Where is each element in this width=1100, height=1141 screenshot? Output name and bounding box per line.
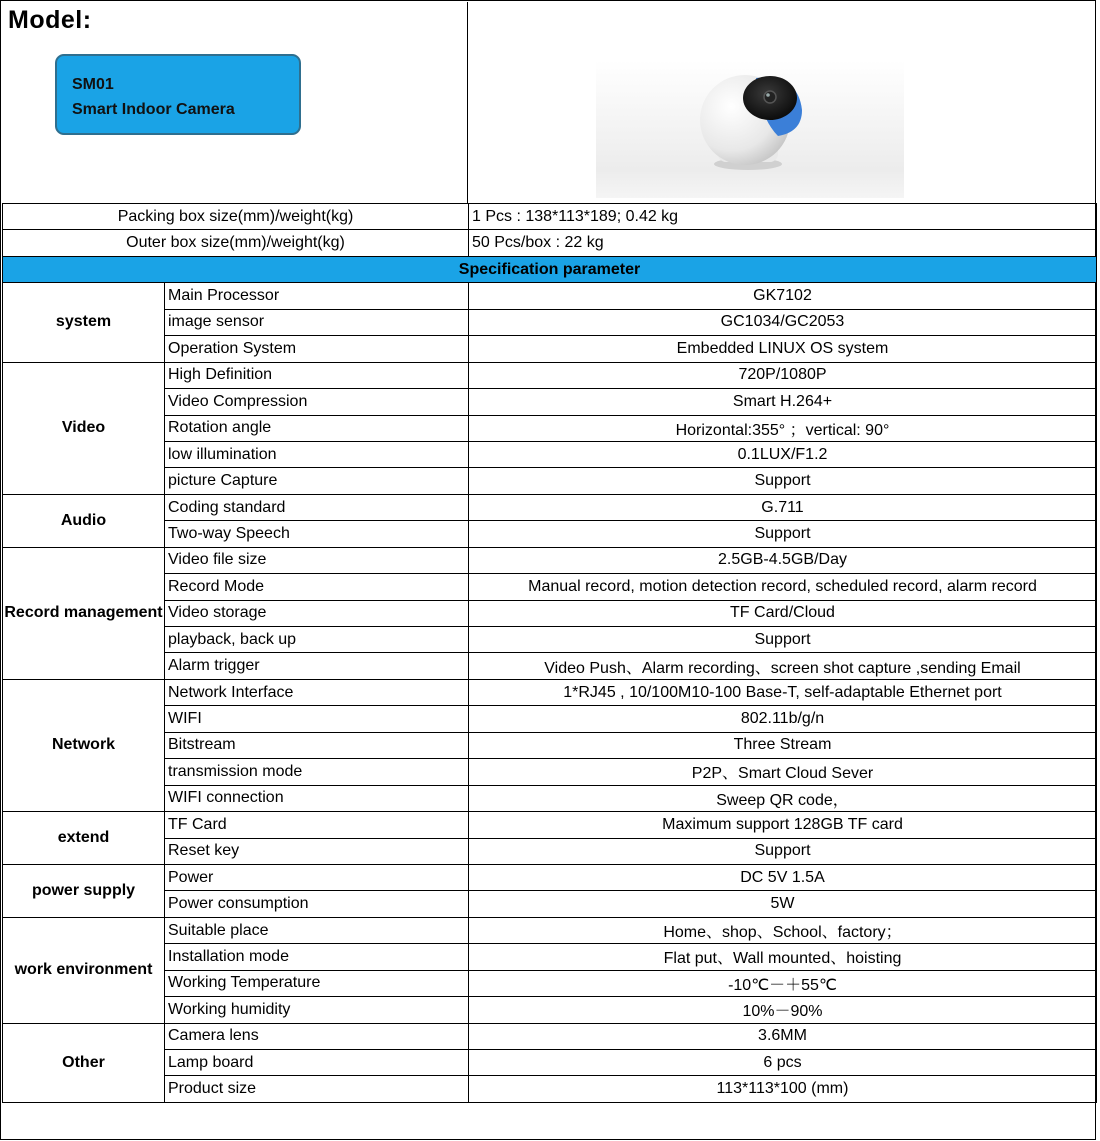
parameter-value: Support — [469, 521, 1097, 547]
category-label: Network — [3, 679, 165, 811]
parameter-value: Smart H.264+ — [469, 389, 1097, 415]
parameter-name: Main Processor — [165, 283, 469, 309]
category-label: work environment — [3, 917, 165, 1023]
spec-row — [3, 600, 1097, 626]
parameter-value: GK7102 — [469, 283, 1097, 309]
parameter-value: Support — [469, 838, 1097, 864]
parameter-value: GC1034/GC2053 — [469, 309, 1097, 335]
category-label: power supply — [3, 864, 165, 917]
parameter-name: Alarm trigger — [165, 653, 469, 679]
spec-row — [3, 309, 1097, 335]
parameter-value: Sweep QR code， — [469, 785, 1097, 811]
spec-row — [3, 336, 1097, 362]
parameter-value: -10℃－＋55℃ — [469, 970, 1097, 996]
parameter-value: 802.11b/g/n — [469, 706, 1097, 732]
packing-value: 1 Pcs : 138*113*189; 0.42 kg — [469, 204, 1097, 230]
parameter-value: Embedded LINUX OS system — [469, 336, 1097, 362]
parameter-value: Three Stream — [469, 732, 1097, 758]
spec-row — [3, 1076, 1097, 1102]
spec-row — [3, 547, 1097, 573]
spec-row — [3, 653, 1097, 679]
parameter-value: Home、shop、School、factory； — [469, 917, 1097, 943]
spec-row — [3, 283, 1097, 309]
parameter-name: Video Compression — [165, 389, 469, 415]
parameter-value: 6 pcs — [469, 1050, 1097, 1076]
spec-row — [3, 468, 1097, 494]
parameter-name: Working Temperature — [165, 970, 469, 996]
spec-title: Specification parameter — [3, 256, 1097, 282]
parameter-value: 5W — [469, 891, 1097, 917]
parameter-name: low illumination — [165, 441, 469, 467]
spec-row — [3, 917, 1097, 943]
packing-value: 50 Pcs/box : 22 kg — [469, 230, 1097, 256]
parameter-name: Bitstream — [165, 732, 469, 758]
parameter-name: Working humidity — [165, 997, 469, 1023]
parameter-name: Suitable place — [165, 917, 469, 943]
parameter-name: Power consumption — [165, 891, 469, 917]
spec-row — [3, 944, 1097, 970]
parameter-value: G.711 — [469, 494, 1097, 520]
spec-row — [3, 627, 1097, 653]
parameter-name: Product size — [165, 1076, 469, 1102]
category-label: system — [3, 283, 165, 362]
parameter-value: 0.1LUX/F1.2 — [469, 441, 1097, 467]
packing-row — [3, 204, 1097, 230]
spec-row — [3, 494, 1097, 520]
camera-product-image — [678, 60, 818, 175]
parameter-value: Horizontal:355° ；vertical: 90° — [469, 415, 1097, 441]
parameter-name: Reset key — [165, 838, 469, 864]
packing-label: Outer box size(mm)/weight(kg) — [3, 230, 469, 256]
parameter-value: Maximum support 128GB TF card — [469, 812, 1097, 838]
model-name: Smart Indoor Camera — [72, 101, 235, 118]
spec-row — [3, 706, 1097, 732]
parameter-name: picture Capture — [165, 468, 469, 494]
spec-row — [3, 1050, 1097, 1076]
spec-row — [3, 441, 1097, 467]
parameter-value: 1*RJ45 , 10/100M10-100 Base-T, self-adaptable Ethernet port — [469, 679, 1097, 705]
parameter-name: Video storage — [165, 600, 469, 626]
category-label: Video — [3, 362, 165, 494]
spec-row — [3, 1023, 1097, 1049]
parameter-name: Coding standard — [165, 494, 469, 520]
parameter-name: Lamp board — [165, 1050, 469, 1076]
parameter-value: Manual record, motion detection record, scheduled record, alarm record — [469, 574, 1097, 600]
spec-row — [3, 891, 1097, 917]
product-image-panel — [468, 2, 1096, 203]
parameter-name: Two-way Speech — [165, 521, 469, 547]
spec-row — [3, 389, 1097, 415]
parameter-value: DC 5V 1.5A — [469, 864, 1097, 890]
parameter-name: Network Interface — [165, 679, 469, 705]
parameter-name: Installation mode — [165, 944, 469, 970]
spec-row — [3, 521, 1097, 547]
spec-row — [3, 864, 1097, 890]
spec-row — [3, 732, 1097, 758]
parameter-name: Operation System — [165, 336, 469, 362]
category-label: extend — [3, 812, 165, 865]
parameter-name: Record Mode — [165, 574, 469, 600]
parameter-name: Camera lens — [165, 1023, 469, 1049]
spec-row — [3, 415, 1097, 441]
parameter-value: TF Card/Cloud — [469, 600, 1097, 626]
parameter-name: Power — [165, 864, 469, 890]
spec-row — [3, 759, 1097, 785]
parameter-name: TF Card — [165, 812, 469, 838]
parameter-value: 2.5GB-4.5GB/Day — [469, 547, 1097, 573]
spec-header-row — [3, 256, 1097, 282]
parameter-name: Rotation angle — [165, 415, 469, 441]
spec-row — [3, 679, 1097, 705]
spec-row — [3, 785, 1097, 811]
model-panel — [2, 2, 468, 203]
packing-row — [3, 230, 1097, 256]
parameter-name: WIFI connection — [165, 785, 469, 811]
parameter-value: 3.6MM — [469, 1023, 1097, 1049]
model-code: SM01 — [72, 76, 114, 93]
parameter-name: playback, back up — [165, 627, 469, 653]
parameter-name: WIFI — [165, 706, 469, 732]
category-label: Record management — [3, 547, 165, 679]
spec-row — [3, 362, 1097, 388]
spec-row — [3, 838, 1097, 864]
parameter-value: Video Push、Alarm recording、screen shot capture ,sending Email — [469, 653, 1097, 679]
category-label: Other — [3, 1023, 165, 1102]
parameter-name: Video file size — [165, 547, 469, 573]
category-label: Audio — [3, 494, 165, 547]
parameter-value: Support — [469, 627, 1097, 653]
parameter-value: 10%－90% — [469, 997, 1097, 1023]
spec-row — [3, 997, 1097, 1023]
packing-label: Packing box size(mm)/weight(kg) — [3, 204, 469, 230]
spec-row — [3, 970, 1097, 996]
spec-row — [3, 812, 1097, 838]
spec-table — [2, 203, 1097, 1103]
parameter-name: transmission mode — [165, 759, 469, 785]
spec-row — [3, 574, 1097, 600]
parameter-value: 113*113*100 (mm) — [469, 1076, 1097, 1102]
parameter-value: Flat put、Wall mounted、hoisting — [469, 944, 1097, 970]
parameter-value: 720P/1080P — [469, 362, 1097, 388]
parameter-value: Support — [469, 468, 1097, 494]
model-badge — [55, 54, 301, 135]
parameter-name: High Definition — [165, 362, 469, 388]
parameter-value: P2P、Smart Cloud Sever — [469, 759, 1097, 785]
parameter-name: image sensor — [165, 309, 469, 335]
model-label: Model: — [8, 6, 92, 34]
